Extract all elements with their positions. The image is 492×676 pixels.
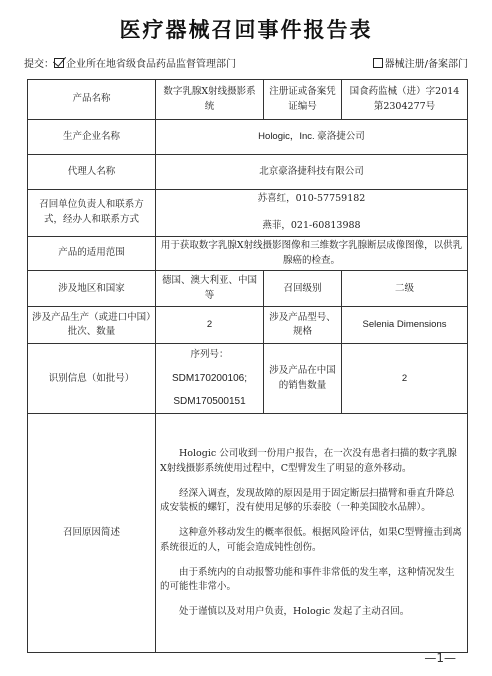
form-title: 医疗器械召回事件报告表	[119, 18, 373, 42]
table-row	[28, 307, 468, 344]
agent-label: 代理人名称	[28, 155, 156, 190]
reason-value	[156, 414, 468, 653]
cert-value: 国食药监械（进）字2014第2304277号	[342, 80, 468, 120]
id-value	[156, 344, 264, 414]
contact-label: 召回单位负责人和联系方式，经办人和联系方式	[28, 190, 156, 237]
submit-to-row	[24, 55, 468, 71]
region-value: 德国、澳大利亚、中国等	[156, 271, 264, 307]
serial-1: SDM170200106;	[171, 372, 248, 384]
table-row	[28, 120, 468, 155]
reason-paragraph-2: 经深入调查，发现故障的原因是用于固定断层扫描臂和垂直升降总成安装板的螺钉，没有使用足够的乐泰胶（一种美国胶水品牌）。	[160, 487, 455, 514]
empty-checkbox-icon[interactable]	[373, 58, 383, 68]
page-number: —1—	[424, 651, 456, 665]
reason-paragraph-1: Hologic 公司收到一份用户报告，在一次没有患者扫描的数字乳腺X射线摄影系统使用过程中，C型臂发生了明显的意外移动。	[160, 448, 457, 474]
product-name-label: 产品名称	[28, 80, 156, 120]
table-row	[28, 80, 468, 120]
region-label: 涉及地区和国家	[28, 271, 156, 307]
table-row	[28, 271, 468, 307]
table-row	[28, 414, 468, 653]
serial-2: SDM170500151	[173, 396, 246, 408]
table-row	[28, 155, 468, 190]
id-label: 识别信息（如批号）	[28, 344, 156, 414]
batch-label: 涉及产品生产（或进口中国）批次、数量	[28, 307, 156, 344]
batch-value: 2	[156, 307, 264, 344]
cert-label: 注册证或备案凭证编号	[264, 80, 342, 120]
contact-value	[156, 190, 468, 237]
submit-label: 提交：	[24, 59, 54, 70]
manufacturer-value: Hologic，Inc. 豪洛捷公司	[156, 120, 468, 155]
submit-option-local-label: 企业所在地省级食品药品监督管理部门	[66, 59, 236, 70]
level-value: 二级	[342, 271, 468, 307]
level-label: 召回级别	[264, 271, 342, 307]
reason-paragraph-3: 这种意外移动发生的概率很低。根据风险评估，如果C型臂撞击到离系统很近的人，可能会造成钝性创伤。	[160, 527, 462, 553]
reason-paragraph-4: 由于系统内的自动报警功能和事件非常低的发生率，这种情况发生的可能性非常小。	[160, 566, 455, 593]
contact-person-1: 苏喜红，010-57759182	[257, 193, 366, 205]
submit-option-registrar[interactable]	[373, 55, 468, 70]
table-row	[28, 344, 468, 414]
table-row	[28, 190, 468, 237]
submit-option-registrar-label: 器械注册/备案部门	[384, 59, 468, 70]
reason-label: 召回原因简述	[28, 414, 156, 653]
sales-label: 涉及产品在中国的销售数量	[264, 344, 342, 414]
scope-value: 用于获取数字乳腺X射线摄影图像和三维数字乳腺断层成像图像，以供乳腺癌的检查。	[156, 237, 468, 271]
scope-label: 产品的适用范围	[28, 237, 156, 271]
model-value: Selenia Dimensions	[342, 307, 468, 344]
model-label: 涉及产品型号、规格	[264, 307, 342, 344]
submit-option-local[interactable]	[24, 55, 236, 70]
recall-report-table	[27, 79, 468, 653]
product-name-value: 数字乳腺X射线摄影系统	[156, 80, 264, 120]
serial-label: 序列号：	[190, 349, 229, 361]
reason-paragraph-5: 处于谨慎以及对用户负责，Hologic 发起了主动召回。	[179, 605, 410, 617]
sales-value: 2	[342, 344, 468, 414]
manufacturer-label: 生产企业名称	[28, 120, 156, 155]
agent-value: 北京豪洛捷科技有限公司	[156, 155, 468, 190]
checked-checkbox-icon[interactable]	[54, 58, 64, 68]
contact-person-2: 燕菲，021-60813988	[262, 220, 361, 231]
table-row	[28, 237, 468, 271]
